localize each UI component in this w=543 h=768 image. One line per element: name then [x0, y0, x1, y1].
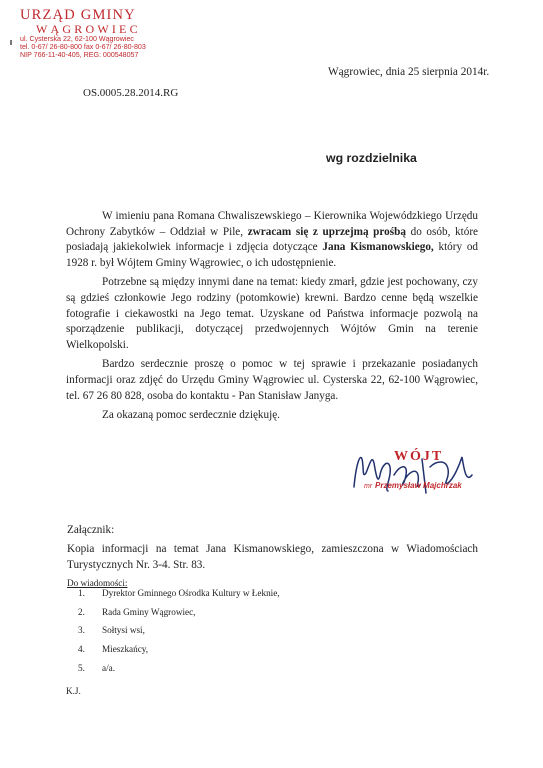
stamp-town: WĄGROWIEC: [36, 22, 141, 36]
attachment-label: Załącznik:: [67, 524, 115, 536]
stamp-address: ul. Cysterska 22, 62-100 Wągrowiec: [20, 35, 134, 43]
distribution-list: [78, 584, 280, 677]
addressee: wg rozdzielnika: [326, 151, 417, 165]
letter-date: Wągrowiec, dnia 25 sierpnia 2014r.: [328, 66, 490, 78]
author-initials: K.J.: [66, 686, 81, 696]
closing-line: Za okazaną pomoc serdecznie dziękuję.: [102, 409, 280, 422]
letter-body: [66, 209, 478, 428]
stamp-name-prefix: mr: [364, 483, 373, 490]
stamp-registry: NIP 766-11-40-405, REG: 000548057: [20, 51, 139, 59]
paragraph-request: W imieniu pana Romana Chwaliszewskiego – Kierownika Wojewódzkiego Urzędu Ochrony Zabytków – Oddział w Pile, zwracam się z uprzejmą prośbą do osób, które posiadają jakiekolwiek informacje i zdjęcia dotyczące Jana Kismanowskiego, który od 1928 r. był Wójtem Gminy Wągrowiec, o ich udostępnienie.: [66, 210, 479, 269]
signature-stamp: [344, 445, 484, 505]
margin-mark: [10, 40, 12, 45]
stamp-title: WÓJT: [394, 449, 444, 464]
attachment-text: Kopia informacji na temat Jana Kismanowskiego, zamieszczona w Wiadomościach Turystycznych Nr. 3-4. Str. 83.: [67, 543, 478, 571]
list-item: 3. Sołtysi wsi,: [78, 625, 145, 636]
distribution-title: Do wiadomości:: [67, 578, 128, 588]
list-item: 1. Dyrektor Gminnego Ośrodka Kultury w Łeknie,: [78, 588, 280, 598]
reference-number: OS.0005.28.2014.RG: [83, 87, 179, 99]
list-item: 5. a/a.: [78, 662, 116, 673]
stamp-phone: tel. 0-67/ 26-80-800 fax 0-67/ 26-80-803: [20, 43, 146, 51]
paragraph-details: Potrzebne są między innymi dane na temat: kiedy zmarł, gdzie jest pochowany, czy są gdzieś członkowie Jego rodziny (potomkowie) krewni. Bardzo cenne będą wszelkie fotografie i ciekawostki na Jego temat. Uzyskane od Państwa informacje pozwolą na sporządzenie publikacji, dotyczącej przedwojennych Wójtów Gmin na terenie Wielkopolski.: [66, 276, 478, 351]
list-item: 2. Rada Gminy Wągrowiec,: [78, 606, 196, 617]
office-header-stamp: [20, 8, 180, 59]
paragraph-contact: Bardzo serdecznie proszę o pomoc w tej sprawie i przekazanie posiadanych informacji oraz zdjęć do Urzędu Gminy Wągrowiec ul. Cysterska 22, 62-100 Wągrowiec, tel. 67 26 80 828, osoba do kontaktu - Pan Stanisław Janyga.: [66, 358, 478, 402]
stamp-office-name: URZĄD GMINY: [20, 7, 136, 23]
stamp-name: Przemysław Majchrzak: [375, 481, 462, 490]
list-item: 4. Mieszkańcy,: [78, 644, 149, 655]
